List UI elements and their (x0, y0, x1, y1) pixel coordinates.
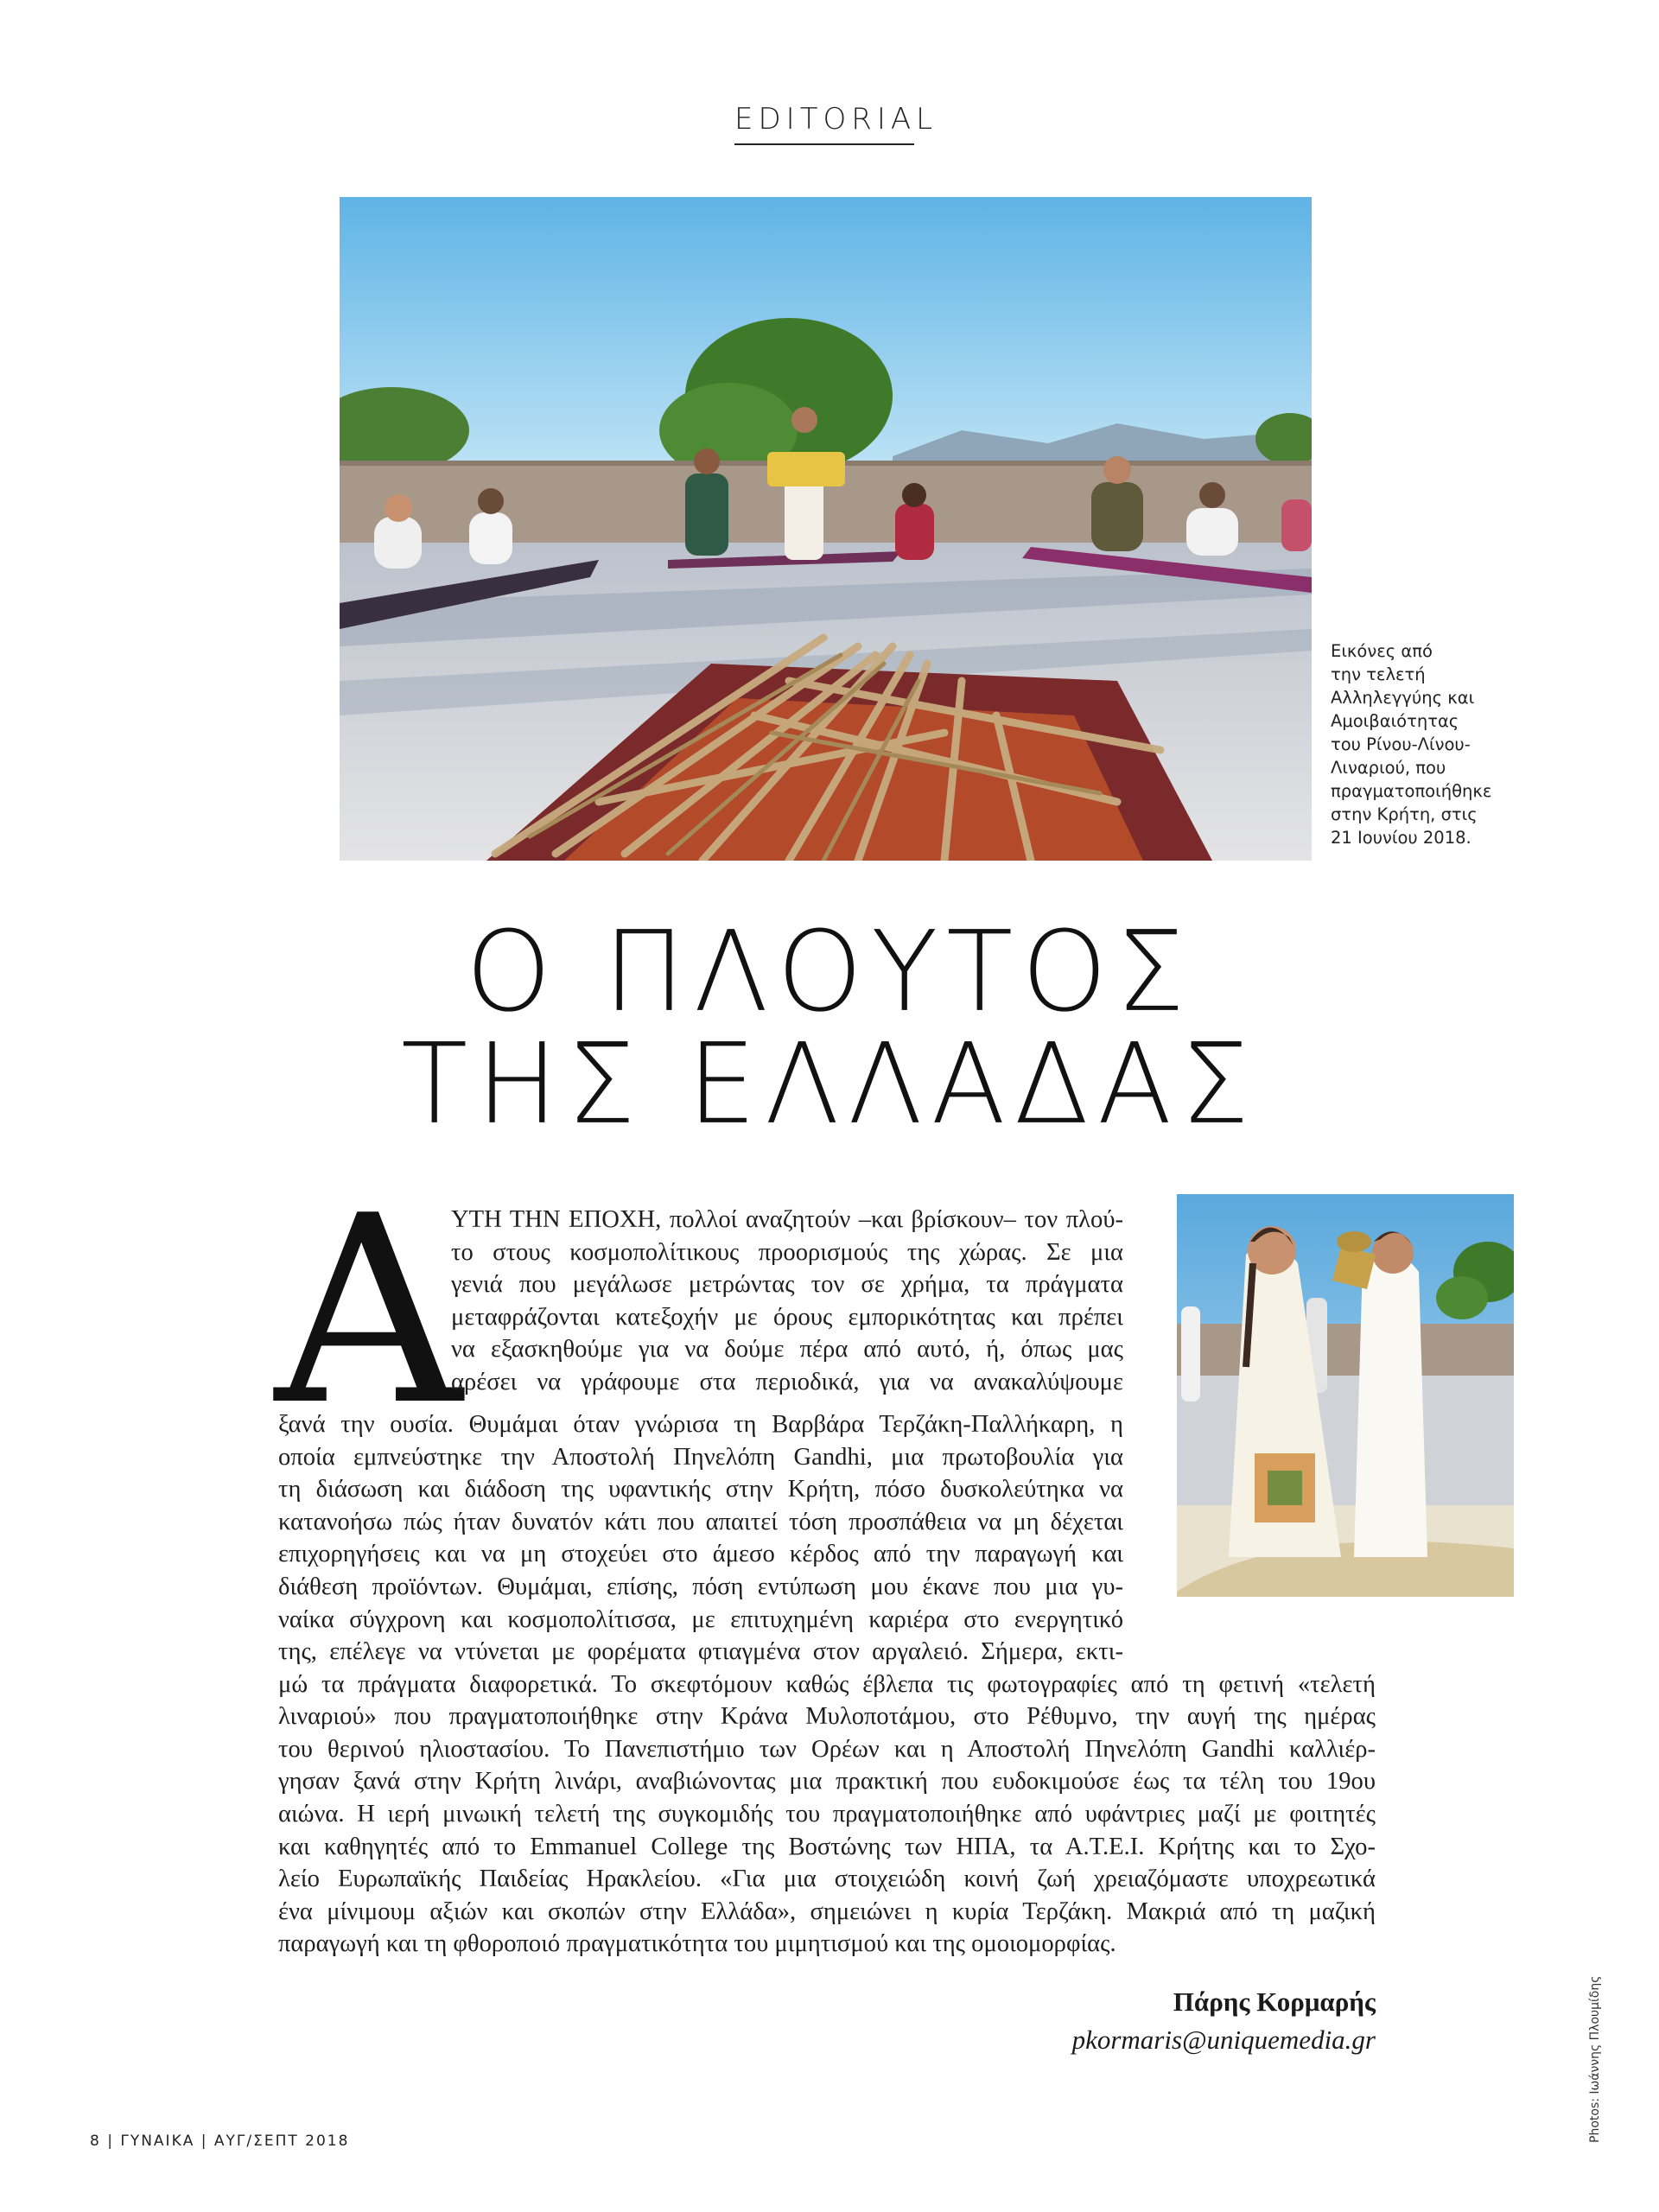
body-line: λιναριού» που πραγματοποιήθηκε στην Κράνα Μυλοποτάμου, στο Ρέθυμνο, την αυγή της ημέρας (278, 1703, 1376, 1731)
body-line: γενιά που μεγάλωσε μετρώντας τον σε χρήμα, τα πράγματα (451, 1271, 1123, 1299)
body-line: το στους κοσμοπολίτικους προορισμούς της χώρας. Σε μια (451, 1238, 1123, 1266)
article-body-main (278, 1636, 1376, 1961)
article-body-intro (451, 1204, 1123, 1399)
side-photo (1177, 1194, 1514, 1597)
body-line: ΥΤΗ ΤΗΝ ΕΠΟΧΗ, πολλοί αναζητούν –και βρίσκουν– τον πλού- (451, 1206, 1123, 1233)
body-line: επιχορηγήσεις και να μη στοχεύει στο άμεσο κέρδος από την παραγωγή και (278, 1541, 1123, 1568)
author-name: Πάρης Κορμαρής (1173, 1986, 1376, 2017)
section-label: EDITORIAL (734, 102, 938, 137)
author-email[interactable]: pkormaris@uniquemedia.gr (1071, 2024, 1376, 2055)
main-photo (340, 197, 1312, 861)
body-line: ένα μίνιμουμ αξιών και σκοπών στην Ελλάδα», σημειώνει η κυρία Τερζάκη. Μακριά από τη μαζική (278, 1897, 1376, 1925)
article-headline (346, 906, 1313, 1149)
caption-line: του Ρίνου-Λίνου- (1331, 734, 1471, 754)
author-byline (1072, 1983, 1376, 2059)
body-line: παραγωγή και τη φθοροποιό πραγματικότητα του μιμητισμού και της ομοιομορφίας. (278, 1930, 1116, 1958)
article-body-middle (278, 1408, 1123, 1636)
body-line: του θερινού ηλιοστασίου. Το Πανεπιστήμιο των Ορέων και η Αποστολή Πηνελόπη Gandhi καλλιέρ- (278, 1735, 1376, 1763)
caption-line: στην Κρήτη, στις (1331, 804, 1478, 824)
body-line: ναίκα σύγχρονη και κοσμοπολίτισσα, με επιτυχημένη καριέρα στο ενεργητικό (278, 1605, 1123, 1633)
caption-line: Λιναριού, που (1331, 758, 1446, 778)
headline-line-1: Ο ΠΛΟΥΤΟΣ (465, 906, 1194, 1037)
body-line: να εξασκηθούμε για να δούμε πέρα από αυτό, ή, όπως μας (451, 1336, 1123, 1363)
photo-caption (1331, 639, 1503, 849)
body-line: μεταφράζονται κατεξοχήν με όρους εμπορικότητας και πρέπει (451, 1303, 1123, 1331)
caption-line: Αμοιβαιότητας (1331, 711, 1459, 731)
caption-line: 21 Ιουνίου 2018. (1331, 828, 1471, 848)
body-line: αιώνα. Η ιερή μινωική τελετή της συγκομιδής του πραγματοποιήθηκε από υφάντριες μαζί με φοιτητές (278, 1800, 1376, 1827)
caption-line: Εικόνες από (1331, 641, 1433, 661)
body-line: ξανά την ουσία. Θυμάμαι όταν γνώρισα τη Βαρβάρα Τερζάκη-Παλλήκαρη, η (278, 1411, 1123, 1438)
body-line: διάθεση προϊόντων. Θυμάμαι, επίσης, πόση εντύπωση μου έκανε που μια γυ- (278, 1573, 1123, 1600)
photo-credit: Photos: Ιωάννης Πλουμίδης (1588, 1975, 1602, 2143)
body-line: αρέσει να γράφουμε στα περιοδικά, για να ανακαλύψουμε (451, 1368, 1123, 1395)
body-line: λείο Ευρωπαϊκής Παιδείας Ηρακλείου. «Για μια στοιχειώδη κοινή ζωή χρειαζόμαστε υποχρεωτικά (278, 1866, 1376, 1893)
caption-line: Αλληλεγγύης και (1331, 688, 1475, 708)
body-line: κατανοήσω πώς ήταν δυνατόν κάτι που απαιτεί τόση προσπάθεια να μη δέχεται (278, 1508, 1123, 1535)
body-line: γησαν ξανά στην Κρήτη λινάρι, αναβιώνοντας μια πρακτική που ευδοκιμούσε έως τα τέλη του 19ου (278, 1768, 1376, 1796)
body-line: τη διάσωση και διάδοση της υφαντικής στην Κρήτη, πόσο δυσκολεύτηκα να (278, 1476, 1123, 1503)
caption-line: την τελετή (1331, 664, 1426, 684)
section-underline (734, 143, 914, 145)
body-line: μώ τα πράγματα διαφορετικά. Το σκεφτόμουν καθώς έβλεπα τις φωτογραφίες από τη φετινή «τελετή (278, 1670, 1376, 1698)
dropcap-letter: Α (275, 1160, 462, 1462)
body-line: της, επέλεγε να ντύνεται με φορέματα φτιαγμένα στον αργαλειό. Σήμερα, εκτι- (278, 1638, 1123, 1665)
page-footer: 8 | ΓΥΝΑΙΚΑ | ΑΥΓ/ΣΕΠΤ 2018 (90, 2133, 350, 2150)
caption-line: πραγματοποιήθηκε (1331, 781, 1492, 801)
body-line: και καθηγητές από το Emmanuel College της Βοστώνης των ΗΠΑ, τα Α.Τ.Ε.Ι. Κρήτης και το Σχο- (278, 1833, 1376, 1860)
headline-line-2: ΤΗΣ ΕΛΛΑΔΑΣ (401, 1019, 1258, 1149)
body-line: οποία εμπνεύστηκε την Αποστολή Πηνελόπη Gandhi, μια πρωτοβουλία για (278, 1443, 1123, 1471)
